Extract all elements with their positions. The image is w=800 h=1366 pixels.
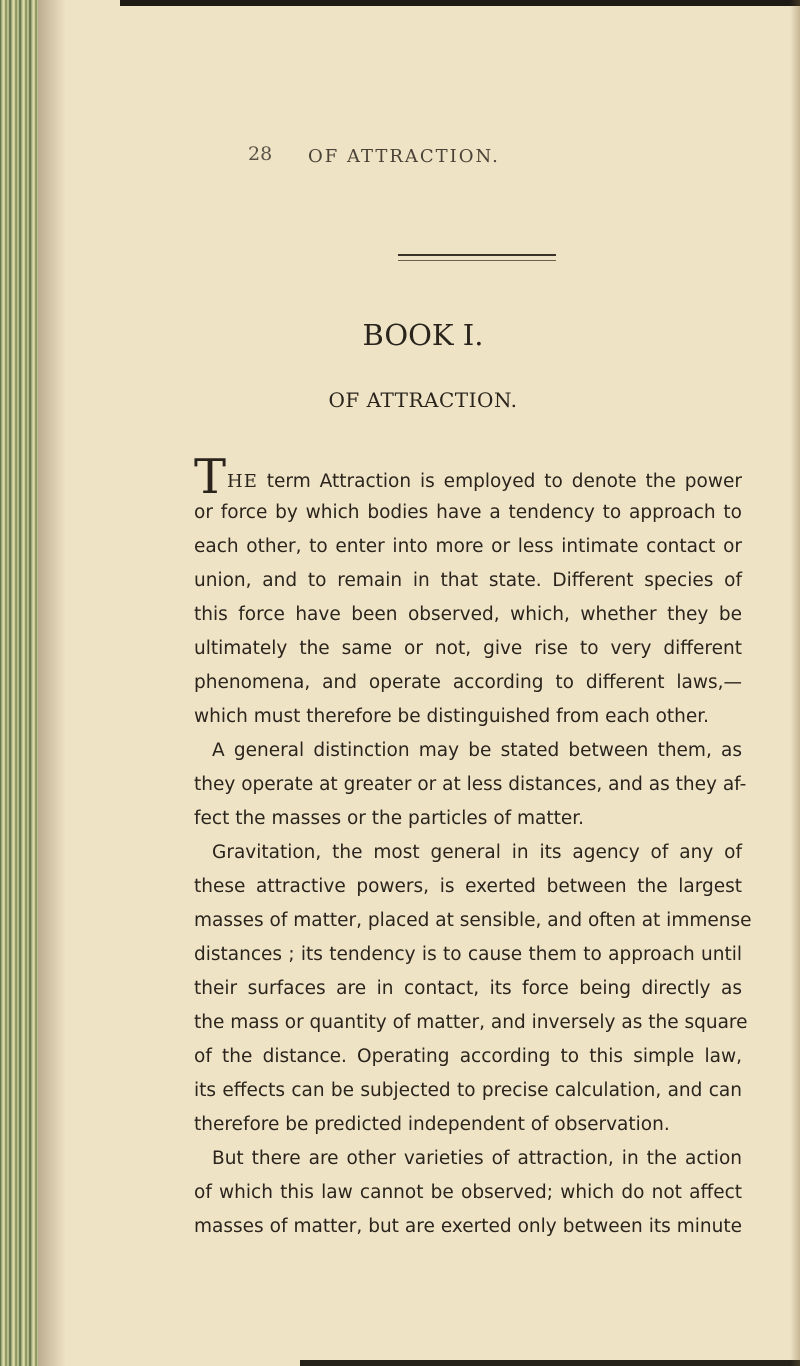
running-head: OF ATTRACTION. <box>308 146 500 167</box>
page-number: 28 <box>248 143 273 165</box>
gutter-shadow <box>38 0 66 1366</box>
body-line: its effects can be subjected to precise calculation, and can <box>194 1080 742 1101</box>
body-line: of which this law cannot be observed; which do not affect <box>194 1182 742 1203</box>
body-line: masses of matter, placed at sensible, and often at immense <box>194 910 752 931</box>
body-line: the mass or quantity of matter, and inversely as the square <box>194 1012 748 1033</box>
body-line: which must therefore be distinguished from each other. <box>194 706 710 727</box>
body-line: this force have been observed, which, whether they be <box>194 604 742 625</box>
body-line: ultimately the same or not, give rise to very different <box>194 638 742 659</box>
page-top-edge <box>120 0 800 6</box>
body-line: their surfaces are in contact, its force being directly as <box>194 978 742 999</box>
first-word-rest: HE <box>227 471 258 492</box>
title-rule-thin <box>398 260 556 261</box>
drop-cap: T <box>194 449 227 505</box>
body-line: fect the masses or the particles of matter. <box>194 808 585 829</box>
book-title: BOOK I. <box>362 318 484 352</box>
page-right-edge <box>790 0 800 1366</box>
body-line: or force by which bodies have a tendency to approach to <box>194 502 742 523</box>
body-line: these attractive powers, is exerted between the largest <box>194 876 742 897</box>
body-line: A general distinction may be stated between them, as <box>212 740 742 761</box>
body-text <box>194 449 752 1244</box>
title-rule-thick <box>398 254 556 256</box>
body-line: phenomena, and operate according to different laws,— <box>194 672 742 693</box>
page-bottom-edge <box>300 1360 800 1366</box>
body-line: therefore be predicted independent of observation. <box>194 1114 670 1135</box>
chapter-title: OF ATTRACTION. <box>328 388 518 412</box>
body-line: masses of matter, but are exerted only between its minute <box>194 1216 742 1237</box>
body-line: each other, to enter into more or less intimate contact or <box>194 536 742 557</box>
body-line: distances ; its tendency is to cause them to approach until <box>194 944 742 965</box>
body-line <box>194 449 742 505</box>
body-line: of the distance. Operating according to this simple law, <box>194 1046 742 1067</box>
book-binding <box>0 0 38 1366</box>
body-line: they operate at greater or at less distances, and as they af- <box>194 774 747 795</box>
body-line: union, and to remain in that state. Different species of <box>194 570 742 591</box>
body-line: But there are other varieties of attraction, in the action <box>212 1148 742 1169</box>
body-line: Gravitation, the most general in its agency of any of <box>212 842 742 863</box>
body-line-text: term Attraction is employed to denote the power <box>266 471 742 492</box>
